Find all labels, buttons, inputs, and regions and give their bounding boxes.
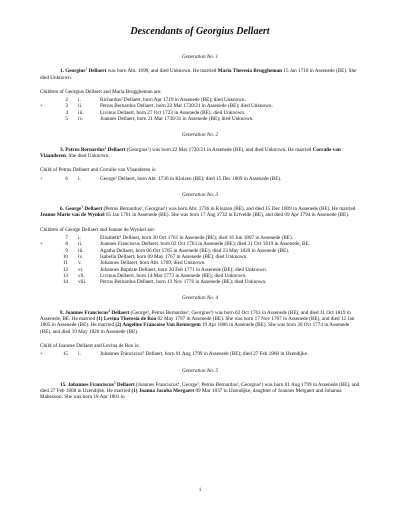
children-list [40,235,360,285]
spouse-name: Jeanne Marie van de Wynkel [40,212,105,219]
children-heading: Children of George Dellaert and Jeanne de Wynkel are: [40,226,156,233]
generation-heading: Generation No. 5 [181,367,219,374]
second-spouse-name: (2) Angeline Francoise Van Rentergem [115,322,201,329]
child-row [40,116,360,122]
child-ordinal: iii. [78,109,84,116]
person-entry [40,382,360,401]
child-details: Livinus Dellaert, born 14 Mar 1773 in Assenede (BE); died Unknown. [100,272,247,279]
child-details: Petrus Bernardus Dellaert, born 22 Mar 1720/21 in Assenede (BE); died Unknown. [100,103,273,110]
person-details: (Petrus Bernardus², Georgius¹) was born Abt. 1736 in Kluizen (BE), and died 15 Dec 1809 in Assenede (BE). He married [102,206,356,213]
person-number: 3. [60,146,64,153]
spouse-details: 09 Mar 1837 in IJzendijke, daughter of Joannes Mergaert and Johanna Mabesoon. She was born 18 Apr 1801 in [40,388,342,401]
person-details: (Georgius¹) was born 22 Mar 1720/21 in Assenede (BE), and died Unknown. He married [125,146,313,153]
person-surname: Dellaert [106,146,126,153]
child-details: George³ Dellaert, born Abt. 1736 in Kluizen (BE); died 15 Dec 1809 in Assenede (BE). [100,175,282,182]
person-entry [40,147,360,160]
generation-superscript: 3 [81,205,84,210]
person-surname: Dellaert [110,309,130,316]
child-details: Petrus Bernardus Dellaert, born 13 Nov 1776 in Assenede (BE); died Unknown. [100,279,267,286]
children-list [40,176,360,182]
children-list [40,97,360,122]
child-number: 8 [65,241,68,248]
child-number: 9 [65,247,68,254]
child-number: 11 [63,260,68,267]
child-details: Elisabeth⁴ Dellaert, born 30 Oct 1761 in Assenede (BE); died 16 Jun 1807 in Assenede (BE). [100,235,293,242]
child-ordinal: ii. [78,241,83,248]
person-entry [40,68,360,81]
child-details: Richardus² Dellaert, born Apr 1719 in Assenede (BE); died Unknown. [100,97,246,104]
person-details: was born Abt. 1690, and died Unknown. He married [106,68,218,75]
person-surname: Dellaert [87,68,107,75]
child-details: Livinus Dellaert, born 27 Oct 1723 in Assenede (BE); died Unknown. [100,109,246,116]
child-row [40,176,360,182]
child-number: 14 [62,279,68,286]
child-ordinal: i. [78,97,81,104]
child-details: Agatha Dellaert, born 06 Oct 1765 in Assenede (BE); died 23 May 1820 in Assenede (BE). [100,247,290,254]
generation-superscript: 2 [104,145,107,150]
child-number: 10 [62,253,68,260]
spouse-name: Maria Theresia Bruggheman [217,68,283,75]
child-details: Joannes Dellaert, born 21 Mar 1730/31 in Assenede (BE); died Unknown. [100,116,254,123]
document-title: Descendants of Georgius Dellaert [130,26,270,37]
person-name: Johannes Franciscus [67,381,114,388]
child-number: 2 [65,97,68,104]
spouse-name: (1) Levina Theresia de Roo [96,316,157,323]
child-details: Joannes Franciscus Dellaert, born 02 Oct 1763 in Assenede (BE); died 31 Oct 1819 in Assenede, BE. [100,241,310,248]
person-details: (Joannes Franciscus⁴, George³, Petrus Bernardus², Georgius¹) was born 01 Aug 1799 in Assenede (BE), and died 27 Feb 1868 in IJzendijke. He married [40,381,360,395]
child-details: Johannes Dellaert, born Abt. 1769; died Unknown. [100,260,206,267]
spouse-details: 02 May 1797 in Assenede (BE). She was born 17 Nov 1767 in Assenede (BE), and died 12 Jan 1805 in Assenede (BE). He married [40,316,355,329]
child-ordinal: vii. [78,272,85,279]
child-number: 6 [65,175,68,182]
person-name: George [65,206,82,213]
child-details: Johannes Baptiste Dellaert, born 20 Feb 1771 in Assenede (BE); died Unknown. [100,266,267,273]
generation-heading: Generation No. 3 [181,191,219,198]
child-details: Johannes Franciscus⁵ Dellaert, born 01 Aug 1799 in Assenede (BE); died 27 Feb 1868 in IJzendijke. [100,351,309,358]
child-ordinal: ii. [78,103,83,110]
descendant-marker: + [40,351,43,358]
generation-heading: Generation No. 1 [181,54,219,60]
person-number: 8. [60,309,64,316]
spouse-name: Corralie van Vlaanderen [40,146,341,159]
child-ordinal: iv. [78,116,83,123]
person-name: Joannes Franciscus [65,309,109,316]
second-spouse-details: 19 Apr 1806 in Assenede (BE). She was born 20 Oct 1774 in Assenede (BE), and died 19 May 1826 in Assenede (BE). [40,322,350,335]
child-ordinal: i. [78,175,81,182]
spouse-details: . She died Unknown. [65,152,110,159]
person-entry [40,206,360,219]
child-ordinal: viii. [78,279,87,286]
child-ordinal: vi. [78,266,84,273]
child-row [40,351,360,357]
child-number: 15 [62,351,68,358]
descendant-marker: + [40,175,43,182]
spouse-name: (1) Joanna Jacoba Mergaert [131,388,195,395]
child-ordinal: i. [78,351,81,358]
child-number: 12 [62,266,68,273]
page-number: 1 [198,487,202,493]
generation-heading: Generation No. 2 [181,132,219,139]
person-details: (George³, Petrus Bernardus², Georgius¹) was born 02 Oct 1763 in Assenede (BE), and died 31 Oct 1819 in Assenede, BE. He married [40,309,351,323]
document-body [40,54,360,401]
children-heading: Children of Georgius Dellaert and Maria Bruggheman are: [40,88,162,95]
children-heading: Child of Petrus Dellaert and Corralie van Vlaanderen is: [40,167,157,174]
generation-heading: Generation No. 4 [181,295,219,302]
child-number: 7 [65,235,68,242]
person-number: 6. [60,206,64,213]
children-heading: Child of Joannes Dellaert and Levina de Roo is: [40,342,140,349]
child-row [40,279,360,285]
spouse-details: 15 Jan 1718 in Assenede (BE). She died Unknown. [40,68,357,81]
descendant-marker: + [40,103,43,110]
person-number: 1. [60,68,64,75]
generation-superscript: 4 [108,308,111,313]
person-entry [40,310,360,335]
person-surname: Dellaert [83,206,103,213]
person-name: Petrus Bernardus [65,146,105,153]
child-number: 4 [65,109,68,116]
person-number: 15. [60,381,67,388]
person-surname: Dellaert [115,381,135,388]
person-name: Georgius [65,68,86,75]
child-number: 3 [65,103,68,110]
generation-superscript: 1 [85,67,88,72]
spouse-details: 05 Jan 1761 in Assenede (BE). She was born 17 Aug 1732 in Ertvelde (BE), and died 09 Apr 1794 in Assenede (BE). [104,212,350,219]
child-ordinal: iii. [78,247,84,254]
children-list [40,351,360,357]
child-number: 5 [65,116,68,123]
child-details: Isabella Dellaert, born 09 May 1767 in Assenede (BE); died Unknown. [100,253,248,260]
child-ordinal: i. [78,235,81,242]
child-ordinal: v. [78,260,82,267]
descendant-marker: + [40,241,43,248]
generation-superscript: 5 [113,380,116,385]
child-number: 13 [62,272,68,279]
child-ordinal: iv. [78,253,83,260]
